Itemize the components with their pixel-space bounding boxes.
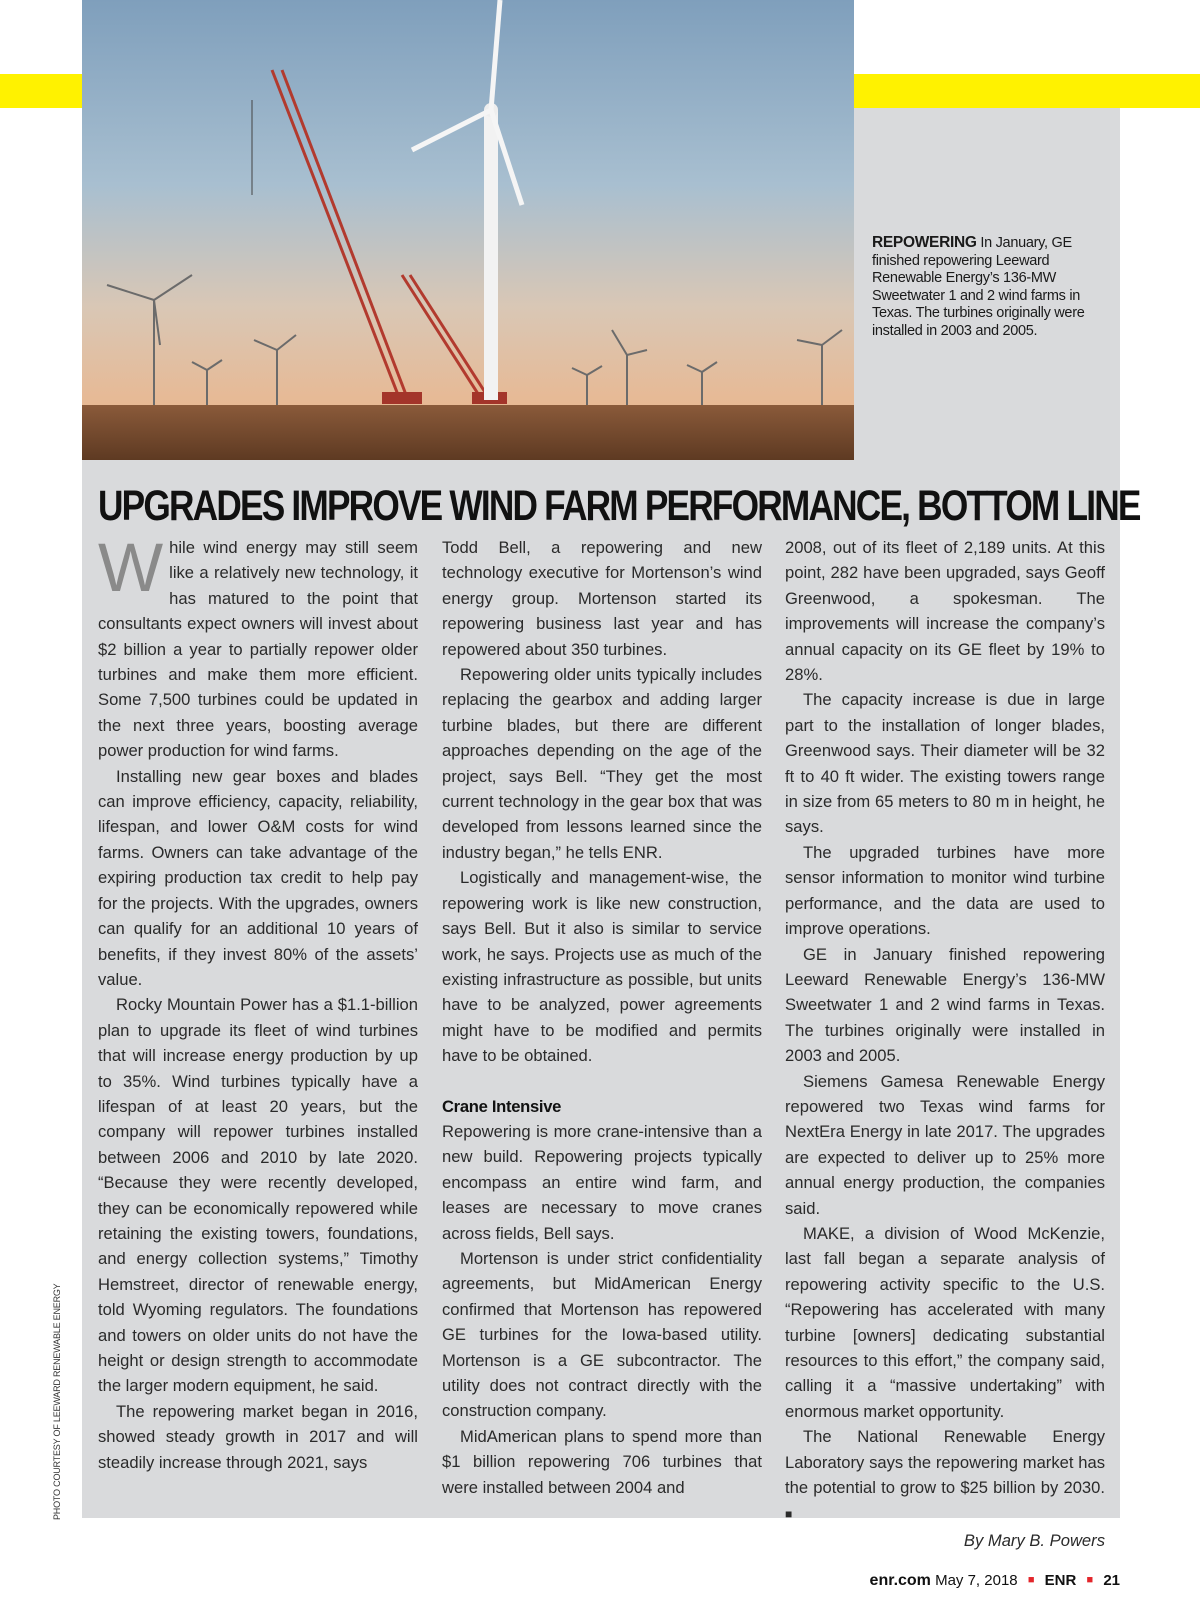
yellow-accent-bar-left (0, 74, 82, 108)
article-headline: UPGRADES IMPROVE WIND FARM PERFORMANCE, BOTTOM LINE (98, 482, 1140, 530)
footer-date: May 7, 2018 (935, 1572, 1018, 1589)
paragraph: The upgraded turbines have more sensor information to monitor wind turbine performance, and the data are used to improve operations. (785, 842, 1105, 939)
photo-credit: PHOTO COURTESY OF LEEWARD RENEWABLE ENERGY (52, 1283, 62, 1520)
paragraph: Repowering older units typically includes replacing the gearbox and adding larger turbine blades, but there are different approaches depending on the age of the project, says Bell. “They get the most current technology in the gear box that was developed from lessons learned since the industry began,” he tells ENR. (442, 665, 762, 862)
page-number: 21 (1103, 1572, 1120, 1589)
footer-brand: ENR (1044, 1572, 1077, 1589)
caption-text: In January, GE finished repowering Leeward Renewable Energy’s 136-MW Sweetwater 1 and 2 wind farms in Texas. The turbines originally were installed in 2003 and 2005. (872, 235, 1085, 339)
footer-site: enr.com (869, 1572, 931, 1589)
yellow-accent-bar-right (854, 74, 1200, 108)
paragraph: Rocky Mountain Power has a $1.1-billion plan to upgrade its fleet of wind turbines that will increase energy production by up to 35%. Wind turbines typically have a lifespan of at least 20 years, but the company will repower turbines installed between 2006 and 2010 by late 2020. “Because they were recently developed, they can be economically repowered while retaining the existing towers, foundations, and energy collection systems,” Timothy Hemstreet, director of renewable energy, told Wyoming regulators. The foundations and towers on older units do not have the height or design strength to accommodate the larger modern equipment, he said. (98, 995, 418, 1396)
byline: By Mary B. Powers (963, 1530, 1105, 1550)
paragraph: MidAmerican plans to spend more than $1 billion repowering 706 turbines that were installed between 2004 and (442, 1426, 762, 1497)
caption-lead: REPOWERING (872, 234, 977, 251)
paragraph: The capacity increase is due in large part to the installation of longer blades, Greenwood says. Their diameter will be 32 ft to 40 ft wider. The existing towers range in size from 65 meters to 80 m in height, he says. (785, 690, 1105, 837)
paragraph: The National Renewable Energy Laboratory says the repowering market has the potential to grow to $25 billion by 2030. ■ (785, 1427, 1105, 1522)
paragraph: Installing new gear boxes and blades can improve efficiency, capacity, reliability, lifespan, and lower O&M costs for wind farms. Owners can take advantage of the expiring production tax credit to help pay for the projects. With the upgrades, owners can qualify for an additional 10 years of benefits, if they invest 80% of the assets’ value. (98, 766, 418, 989)
page-footer (870, 1572, 1120, 1590)
end-mark: ■ (785, 1507, 793, 1522)
paragraph: MAKE, a division of Wood McKenzie, last fall began a separate analysis of repowering activity specific to the U.S. “Repowering has accelerated with many turbine [owners] dedicating substantial resources to this effort,” the company said, calling it a “massive undertaking” with enormous market opportunity. (785, 1223, 1105, 1421)
footer-separator: ■ (1027, 1574, 1035, 1586)
paragraph: Todd Bell, a repowering and new technology executive for Mortenson’s wind energy group. Mortenson started its repowering business last year and has repowered about 350 turbines. (442, 538, 762, 659)
paragraph: Repowering is more crane-intensive than a new build. Repowering projects typically encompass an entire wind farm, and leases are necessary to move cranes across fields, Bell says. (442, 1121, 762, 1243)
paragraph: GE in January finished repowering Leeward Renewable Energy’s 136-MW Sweetwater 1 and 2 wind farms in Texas. The turbines originally were installed in 2003 and 2005. (785, 944, 1105, 1066)
section-subhead: Crane Intensive (442, 1096, 562, 1116)
paragraph: While wind energy may still seem like a relatively new technology, it has matured to the point that consultants expect owners will invest about $2 billion a year to partially repower older turbines and make them more efficient. Some 7,500 turbines could be updated in the next three years, boosting average power production for wind farms. (98, 529, 418, 761)
article-column-3 (785, 535, 1105, 1553)
drop-cap: W (98, 529, 164, 606)
paragraph: Mortenson is under strict confidentiality agreements, but MidAmerican Energy confirmed that Mortenson has repowered GE turbines for the Iowa-based utility. Mortenson is a GE subcontractor. The utility does not contract directly with the construction company. (442, 1248, 762, 1421)
wind-farm-photo (82, 0, 854, 460)
paragraph: Siemens Gamesa Renewable Energy repowered two Texas wind farms for NextEra Energy in late 2017. The upgrades are expected to deliver up to 25% more annual energy production, the companies said. (785, 1071, 1105, 1218)
footer-separator: ■ (1086, 1574, 1094, 1586)
paragraph: Logistically and management-wise, the repowering work is like new construction, says Bell. But it also is similar to service work, he says. Projects use as much of the existing infrastructure as possible, but units have to be analyzed, power agreements might have to be modified and permits have to be obtained. (442, 868, 762, 1066)
article-column-1 (98, 529, 418, 1475)
article-column-2 (442, 535, 762, 1500)
paragraph: The repowering market began in 2016, showed steady growth in 2017 and will steadily increase through 2021, says (98, 1401, 418, 1472)
paragraph: 2008, out of its fleet of 2,189 units. At this point, 282 have been upgraded, says Geoff Greenwood, a spokesman. The improvements will increase the company’s annual capacity on its GE fleet by 19% to 28%. (785, 538, 1105, 685)
photo-caption (872, 234, 1096, 340)
